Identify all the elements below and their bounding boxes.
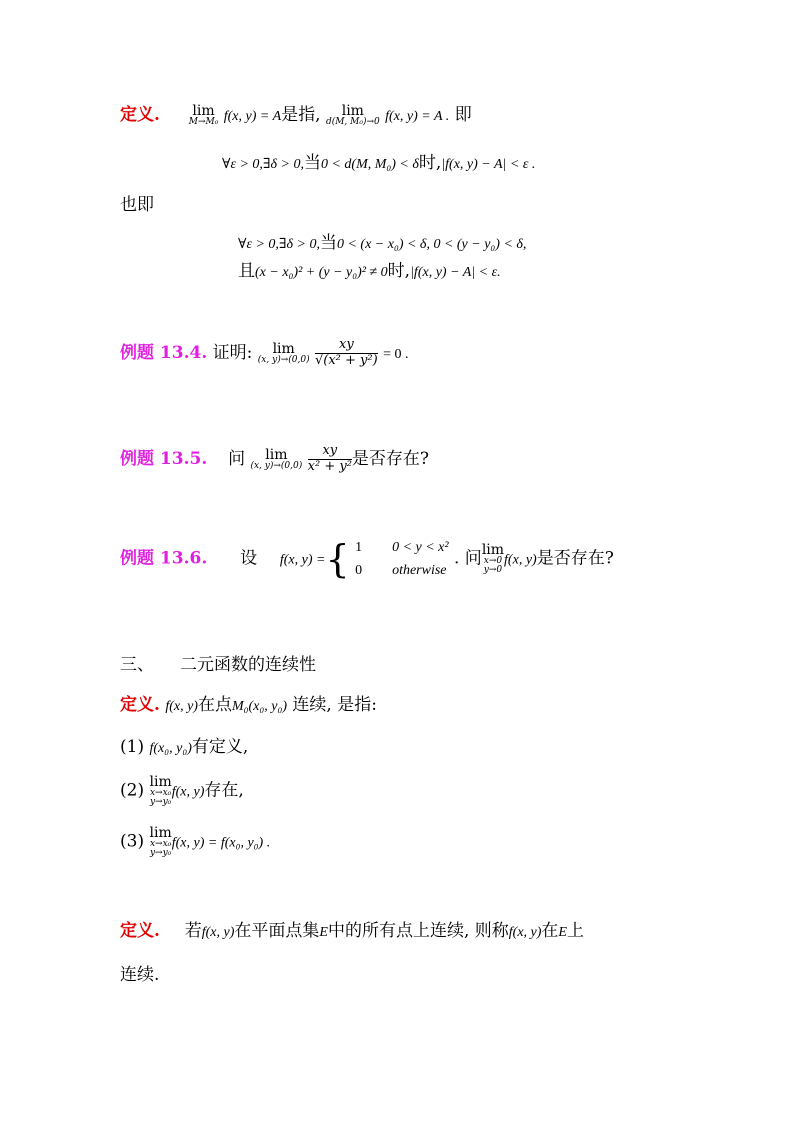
equivalent-line-2: 且(x − x₀)² + (y − y₀)² ≠ 0时,|f(x, y) − A| < ε. <box>238 261 501 281</box>
limit-operator: lim M→M₀ <box>188 103 219 127</box>
definition-continuity-set: 定义. 若f(x, y)在平面点集E中的所有点上连续, 则称f(x, y)在E上 <box>120 921 584 941</box>
brace: { <box>325 537 350 582</box>
def-tail: 即 <box>454 105 472 125</box>
section-heading: 三、 二元函数的连续性 <box>120 655 316 675</box>
fraction: $\frac{xy}{\text{√(x² + y²)}}$ <box>314 337 378 368</box>
example-label: 例题 13.4. <box>120 343 208 363</box>
text-yeji: 也即 <box>120 195 154 215</box>
def-label: 定义. <box>120 695 160 715</box>
example-13-6: 例题 13.6. 设 f(x, y) ={ 1 0 < y < x² 0 otherwise . 问 lim x→0 y→0 f(x, y)是否存在? <box>120 537 614 582</box>
piecewise-cases: 1 0 < y < x² 0 otherwise <box>355 540 449 579</box>
condition-2: (2) lim x→x₀ y→y₀ f(x, y)存在, <box>120 774 244 807</box>
limit-lhs: f(x, y) = A <box>223 109 282 124</box>
fraction: $\frac{xy}{\text{x² + y²}}$ <box>307 443 352 474</box>
limit-operator: lim (x, y)→(0,0) <box>250 447 303 471</box>
definition-continuity: 定义. f(x, y)在点M₀(x₀, y₀) 连续, 是指: <box>120 695 377 715</box>
def-label: 定义. <box>120 105 160 125</box>
example-13-4: 例题 13.4. 证明: lim (x, y)→(0,0) $\frac{xy}{\text{√(x² + y²)}}$ = 0 . <box>120 337 409 368</box>
definition-continuity-set-end: 连续. <box>120 965 160 985</box>
example-label: 例题 13.5. <box>120 449 208 469</box>
def-label: 定义. <box>120 921 160 941</box>
example-label: 例题 13.6. <box>120 548 208 569</box>
limit-rhs: f(x, y) = A . <box>385 109 450 124</box>
limit-operator: lim x→x₀ y→y₀ <box>149 825 172 858</box>
limit-operator: lim x→0 y→0 <box>481 542 505 576</box>
definition-epsilon-delta: ∀ε > 0,∃δ > 0,当0 < d(M, M₀) < δ时,|f(x, y) − A| < ε . <box>222 153 536 173</box>
definition-limit <box>120 100 472 127</box>
condition-3: (3) lim x→x₀ y→y₀ f(x, y) = f(x₀, y₀) . <box>120 825 271 858</box>
def-text: 是指, <box>281 105 321 125</box>
limit-operator: lim x→x₀ y→y₀ <box>149 774 172 807</box>
example-13-5: 例题 13.5. 问 lim (x, y)→(0,0) $\frac{xy}{\text{x² + y²}}$ 是否存在? <box>120 443 430 474</box>
condition-1: (1) f(x₀, y₀)有定义, <box>120 737 249 757</box>
limit-operator-2: lim d(M, M₀)→0 <box>325 103 380 127</box>
equivalent-line-1: ∀ε > 0,∃δ > 0,当0 < (x − x₀) < δ, 0 < (y − y₀) < δ, <box>238 233 527 253</box>
limit-operator: lim (x, y)→(0,0) <box>257 341 310 365</box>
